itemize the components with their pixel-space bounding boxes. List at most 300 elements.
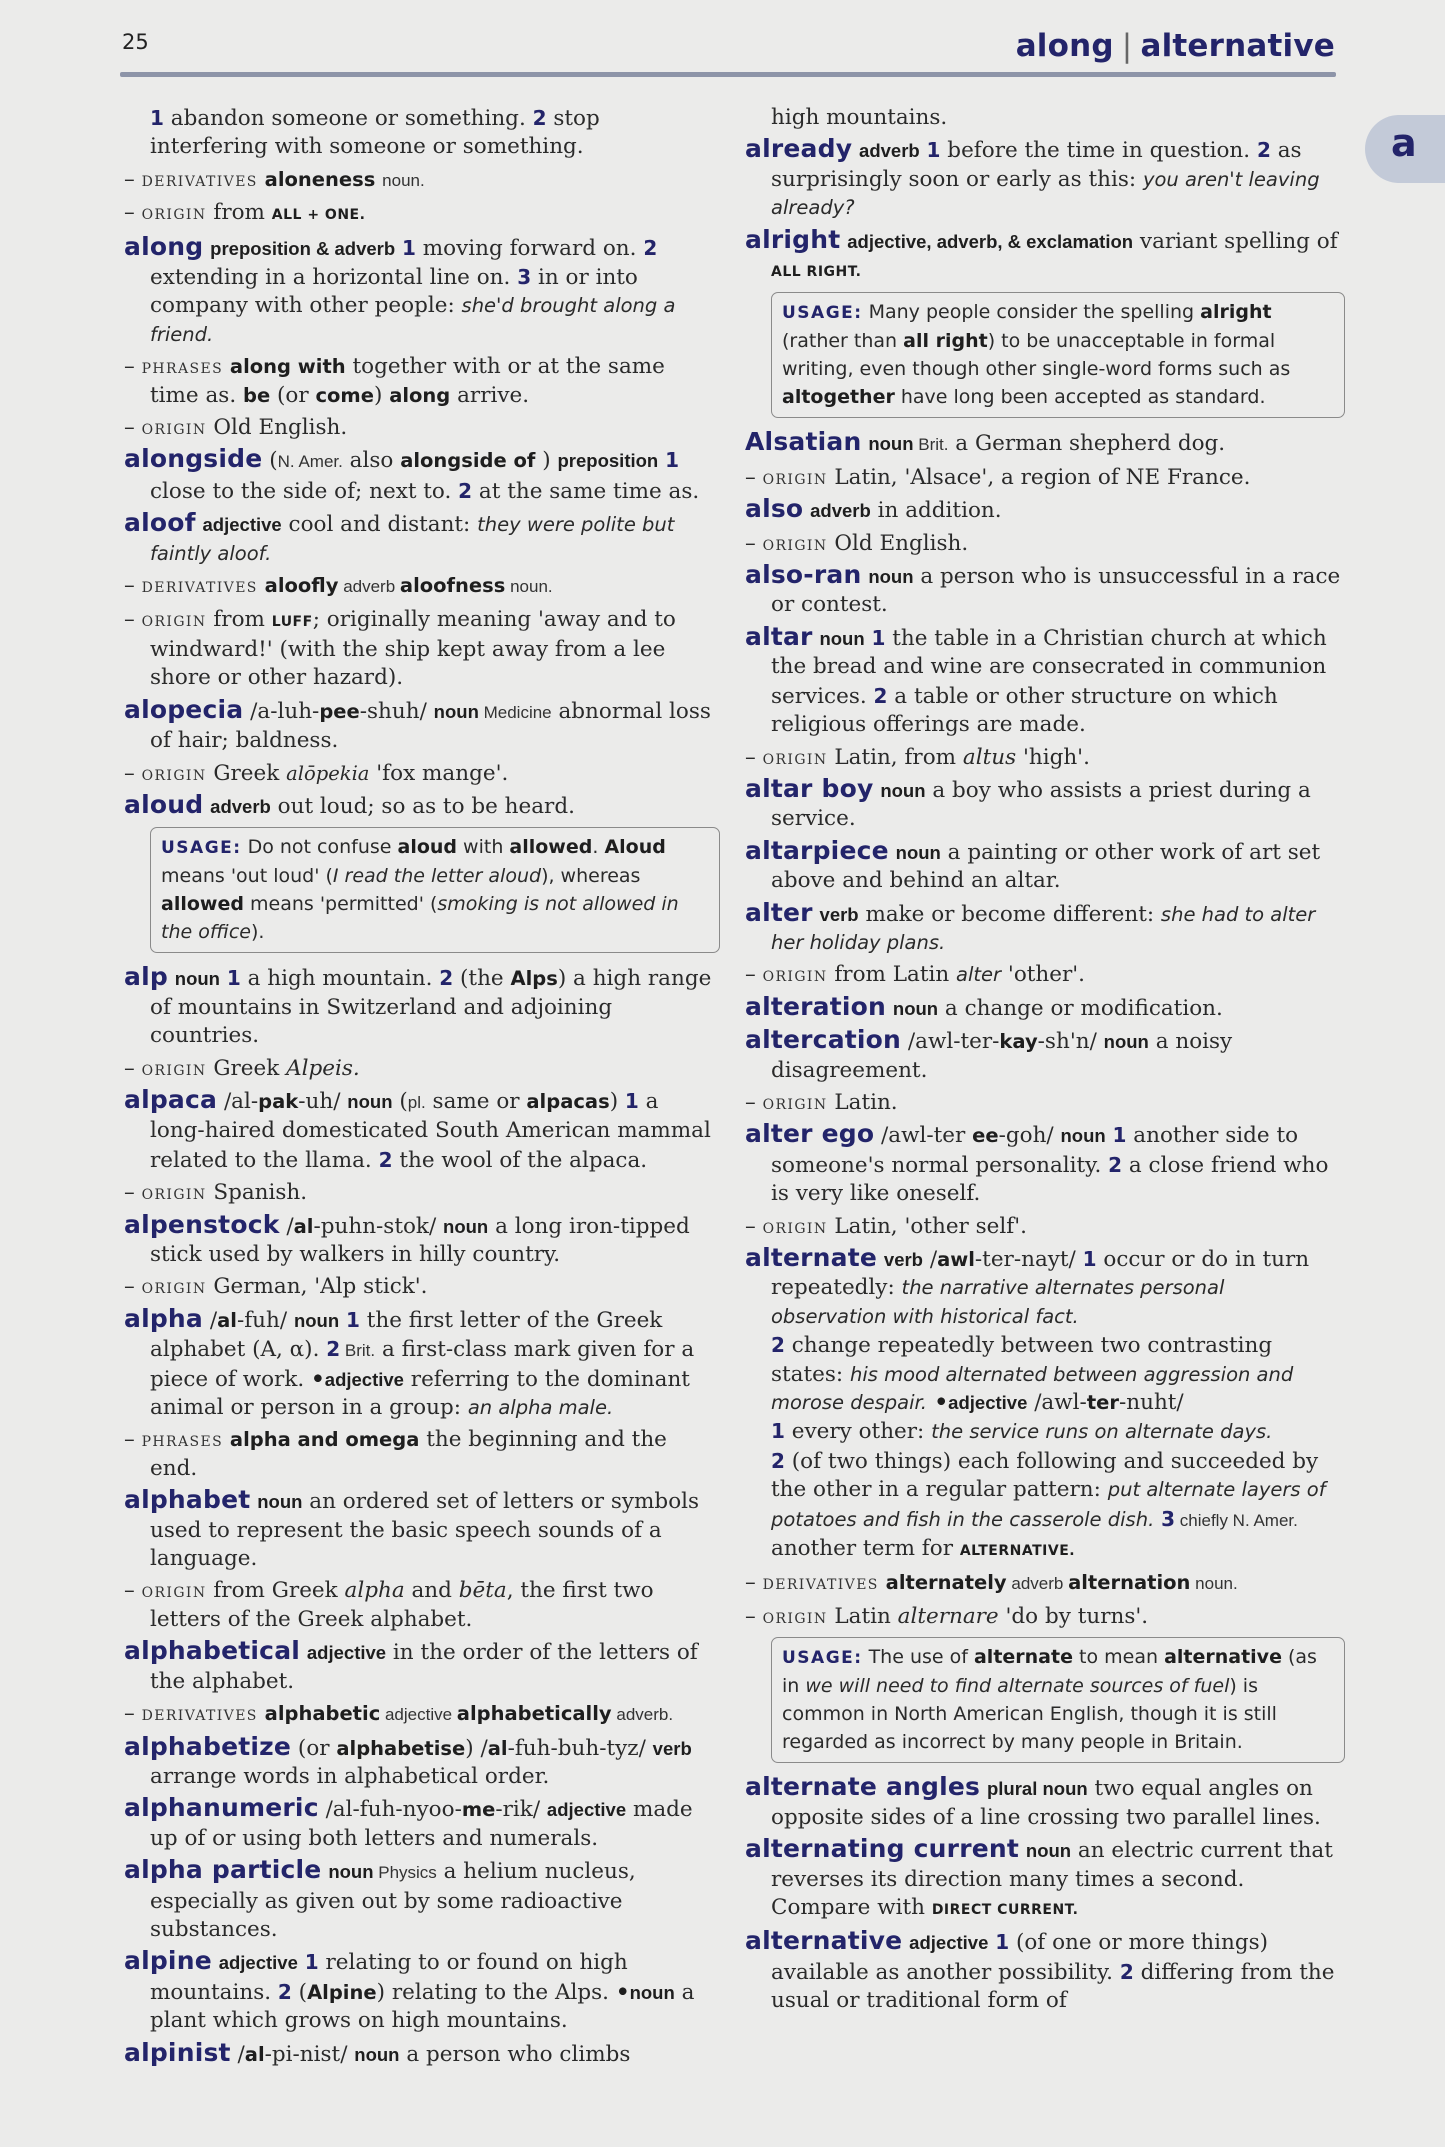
right-column: [745, 104, 1345, 2019]
origin-line: – origin German, 'Alp stick'.: [124, 1274, 428, 1300]
origin-line: – origin Latin alternare 'do by turns'.: [745, 1603, 1149, 1629]
usage-label: adverb: [1006, 1574, 1069, 1594]
definition-text: change repeatedly between two contrasting states:: [771, 1333, 1273, 1387]
headword: alternate angles: [745, 1772, 981, 1802]
usage-heading: USAGE:: [782, 303, 863, 324]
part-of-speech: adjective: [306, 1642, 387, 1664]
definition-text: /al-: [217, 1088, 259, 1114]
definition-text: occur or do in turn repeatedly:: [771, 1247, 1310, 1301]
definition-text: -shuh/: [359, 698, 434, 724]
part-of-speech: noun: [433, 700, 479, 722]
example-text: the narrative alternates personal observation with historical fact.: [771, 1276, 1225, 1328]
section-label: origin: [141, 1055, 207, 1080]
definition-text: ), whereas: [541, 865, 641, 888]
entry-alternate-angles: [745, 1773, 1345, 1832]
definition-text: moving forward on.: [415, 235, 644, 261]
definition-text: have long been accepted as standard.: [894, 386, 1266, 409]
usage-heading: USAGE:: [161, 838, 242, 859]
entry-aloud: [124, 791, 720, 821]
part-of-speech: adverb: [210, 795, 271, 817]
section-label: derivatives: [762, 1570, 879, 1595]
part-of-speech: noun: [354, 2043, 400, 2065]
definition-text: Latin, 'other self'.: [827, 1213, 1027, 1239]
sense-number: 2: [326, 1337, 341, 1362]
part-of-speech: noun: [1103, 1031, 1149, 1053]
definition-text: Old English.: [206, 415, 348, 441]
definition-text: Many people consider the spelling: [868, 301, 1201, 324]
sense-number: 2: [458, 478, 473, 503]
headword: altercation: [745, 1025, 902, 1055]
bold-term: kay: [999, 1030, 1038, 1054]
headword: alphabetical: [124, 1636, 301, 1666]
definition-text: variant spelling of: [1133, 228, 1338, 254]
bold-term: aloud: [397, 836, 458, 859]
section-label: origin: [762, 464, 828, 489]
sense-number: 2: [439, 966, 454, 991]
definition-text: a noisy disagreement.: [771, 1029, 1233, 1083]
bold-term: be: [242, 383, 271, 407]
example-text: she'd brought along a friend.: [150, 294, 676, 346]
example-text: we will need to find alternate sources of fuel: [805, 1675, 1230, 1698]
headword: alternating current: [745, 1834, 1020, 1864]
part-of-speech: noun: [892, 997, 939, 1019]
example-text: alōpekia: [286, 761, 370, 785]
definition-text: a boy who assists a priest during a service.: [771, 777, 1311, 832]
definition-text: 'fox mange'.: [369, 760, 509, 786]
part-of-speech: plural noun: [986, 1778, 1088, 1800]
sense-number: 1: [150, 106, 164, 130]
definition-text: and: [404, 1578, 459, 1604]
entry-alongside: [124, 445, 720, 506]
part-of-speech: adjective: [218, 1952, 298, 1974]
section-label: origin: [762, 744, 828, 769]
usage-heading: USAGE:: [782, 1648, 863, 1669]
usage-label: adverb: [338, 577, 400, 597]
sense-number: 1: [624, 1088, 639, 1113]
part-of-speech: noun: [880, 779, 926, 801]
bold-term: alpacas: [526, 1089, 610, 1113]
entry-alp: [124, 963, 720, 1050]
sense-bullet: •: [926, 1390, 949, 1416]
thumb-index-tab: [1365, 115, 1445, 183]
usage-label: noun.: [1190, 1574, 1238, 1594]
example-text: she had to alter her holiday plans.: [771, 902, 1316, 954]
entry-altar: [745, 623, 1345, 740]
definition-text: (of one or more things) available as another possibility.: [771, 1930, 1269, 1985]
derivatives-line: – derivatives aloneness noun.: [124, 166, 425, 192]
definition-text: -fuh-buh-tyz/: [507, 1735, 653, 1761]
definition-text: relating to or found on high mountains.: [150, 1950, 628, 2005]
entry-alter-ego: [745, 1120, 1345, 1208]
definition-text: stop interfering with someone or something.: [150, 106, 600, 160]
headword: aloud: [124, 789, 204, 819]
origin-line: – origin Latin, 'Alsace', a region of NE France.: [745, 464, 1251, 490]
headword: altarpiece: [745, 835, 889, 865]
headword: alphabet: [124, 1485, 251, 1515]
bold-term: alternate: [973, 1646, 1073, 1669]
definition-text: /: [922, 1247, 938, 1272]
definition-text: ) a high range of mountains in Switzerland and adjoining countries.: [150, 966, 712, 1049]
sense-bullet: •: [311, 1366, 325, 1392]
definition-text: (of two things) each following and succeeded by the other in a regular pattern:: [771, 1448, 1319, 1503]
definition-text: abnormal loss of hair; baldness.: [150, 698, 711, 754]
origin-line: – origin Latin, from altus 'high'.: [745, 744, 1090, 770]
definition-text: /: [279, 1213, 294, 1239]
usage-label: Brit.: [913, 435, 949, 455]
definition-text: -goh/: [998, 1123, 1061, 1149]
definition-text: cool and distant:: [281, 512, 478, 538]
definition-text: Old English.: [827, 530, 969, 556]
definition-text: to mean: [1072, 1646, 1165, 1669]
entry-alpinist: [124, 2039, 720, 2069]
part-of-speech: noun: [629, 1981, 675, 2003]
section-label: origin: [141, 606, 207, 631]
sense-number: 2: [643, 235, 658, 260]
entry-alpenstock: [124, 1211, 720, 1270]
bold-term: alphabetise: [336, 1736, 466, 1760]
sense-number: 1: [995, 1930, 1010, 1955]
section-label: derivatives: [141, 166, 258, 191]
definition-text: another term for: [771, 1536, 960, 1562]
origin-line: – origin Greek alōpekia 'fox mange'.: [124, 760, 509, 786]
sense-number: 1: [665, 448, 679, 473]
definition-text: the table in a Christian church at which the bread and wine are consecrated in communion services.: [771, 625, 1327, 709]
definition-text: a long iron-tipped stick used by walkers in hilly country.: [150, 1213, 690, 1267]
definition-text: 'high'.: [1016, 744, 1090, 770]
bold-term: alright: [1200, 301, 1272, 324]
sense-number: 2: [378, 1147, 393, 1172]
section-label: origin: [762, 530, 828, 555]
definition-text: /awl-ter-: [901, 1029, 1000, 1055]
entry-aloof: [124, 509, 720, 568]
definition-text: Do not confuse: [247, 836, 398, 859]
entry-altar-boy: [745, 775, 1345, 834]
definition-text: extending in a horizontal line on.: [150, 265, 518, 291]
example-text: his mood alternated between aggression and morose despair.: [771, 1362, 1294, 1415]
example-text: put alternate layers of potatoes and fish in the casserole dish.: [771, 1478, 1326, 1531]
headword: along: [124, 231, 204, 261]
headword: alpaca: [124, 1084, 218, 1114]
definition-text: Spanish.: [206, 1180, 308, 1206]
phrases-line: – phrases along with together with or at the same time as. be (or come) along arrive.: [124, 354, 665, 408]
definition-text: ): [465, 1735, 481, 1761]
section-label: origin: [141, 1180, 207, 1205]
definition-text: in addition.: [870, 498, 1002, 524]
sense-number: 3: [517, 265, 532, 290]
origin-line: – origin Spanish.: [124, 1180, 308, 1206]
bold-term: me: [461, 1798, 496, 1822]
definition-text: ) relating to the Alps.: [376, 1979, 616, 2005]
definition-text: -pi-nist/: [264, 2041, 355, 2067]
definition-text: -rik/: [495, 1797, 547, 1823]
bold-term: Aloud: [604, 836, 666, 859]
cross-reference: ALTERNATIVE.: [959, 1543, 1076, 1560]
bold-term: al: [487, 1736, 508, 1760]
definition-text: close to the side of; next to.: [150, 478, 459, 504]
definition-text: from: [206, 606, 272, 632]
section-label: origin: [762, 1089, 828, 1114]
definition-text: -fuh/: [236, 1307, 294, 1333]
usage-label: noun.: [382, 170, 425, 190]
definition-text: two equal angles on opposite sides of a line crossing two parallel lines.: [771, 1776, 1321, 1830]
definition-text: (: [262, 448, 278, 474]
origin-line: – origin Old English.: [124, 415, 348, 441]
guide-separator: |: [1121, 28, 1133, 64]
headword: alphabetize: [124, 1731, 292, 1761]
guide-word-last: alternative: [1140, 28, 1335, 64]
definition-text: from Latin: [827, 962, 957, 988]
usage-label: chiefly N. Amer.: [1175, 1510, 1298, 1530]
part-of-speech: noun: [328, 1861, 374, 1883]
bold-term: al: [293, 1214, 314, 1238]
definition-text: a helium nucleus, especially as given out by some radioactive substances.: [150, 1859, 636, 1942]
entry-also-ran: [745, 561, 1345, 620]
derivatives-line: – derivatives alternately adverb alternation noun.: [745, 1570, 1238, 1596]
cross-reference: ALL + ONE.: [271, 207, 366, 224]
origin-line: – origin Latin, 'other self'.: [745, 1213, 1027, 1239]
section-label: origin: [141, 415, 207, 440]
definition-text: Latin, 'Alsace', a region of NE France.: [827, 464, 1251, 490]
phrases-line: – phrases alpha and omega the beginning and the end.: [124, 1427, 667, 1481]
definition-text: /: [480, 1735, 488, 1761]
headword: aloof: [124, 508, 196, 538]
section-label: derivatives: [141, 1701, 258, 1726]
definition-text: , the first two letters of the Greek alphabet.: [150, 1578, 654, 1632]
entry-already: [745, 135, 1345, 222]
entry-alternative: [745, 1927, 1345, 2015]
definition-text: /: [230, 2041, 245, 2067]
definition-text: German, 'Alp stick'.: [206, 1274, 428, 1300]
usage-label: adverb.: [611, 1705, 674, 1725]
header-rule: [120, 72, 1336, 77]
entry-along: [124, 233, 720, 350]
entry-alopecia: [124, 696, 720, 756]
cross-reference: ALL RIGHT.: [771, 264, 862, 281]
sense-number: 1: [345, 1307, 360, 1332]
definition-text: -uh/: [298, 1088, 348, 1114]
page-number: 25: [122, 30, 149, 54]
example-text: smoking is not allowed in the office: [161, 893, 679, 944]
usage-label: Physics: [373, 1863, 437, 1883]
definition-text: arrange words in alphabetical order.: [150, 1763, 550, 1789]
definition-text: a table or other structure on which religious offerings are made.: [771, 683, 1278, 738]
definition-text: altus: [962, 744, 1017, 770]
definition-text: a person who is unsuccessful in a race or contest.: [771, 564, 1341, 618]
definition-text: Latin, from: [827, 744, 963, 770]
example-text: an alpha male.: [467, 1396, 614, 1420]
bold-term: alphabetically: [456, 1702, 612, 1726]
definition-text: in the order of the letters of the alphabet.: [150, 1640, 698, 1694]
entry-alright: [745, 226, 1345, 287]
part-of-speech: noun: [819, 627, 865, 649]
sense-number: 2: [532, 106, 547, 130]
definition-text: -sh'n/: [1037, 1029, 1104, 1055]
definition-text: /awl-ter: [874, 1123, 973, 1149]
part-of-speech: adjective: [324, 1368, 404, 1390]
part-of-speech: verb: [883, 1249, 923, 1270]
sense-bullet: •: [615, 1979, 630, 2005]
definition-text: (: [392, 1088, 408, 1114]
definition-text: /al-fuh-nyoo-: [318, 1797, 462, 1823]
bold-term: all right: [903, 330, 988, 353]
part-of-speech: noun: [1060, 1125, 1106, 1147]
sense-number: 2: [277, 1979, 292, 2004]
definition-text: a plant which grows on high mountains.: [150, 1979, 695, 2034]
section-label: derivatives: [141, 573, 258, 598]
headword: alright: [745, 224, 841, 254]
definition-text: a long-haired domesticated South American mammal related to the llama.: [150, 1088, 711, 1173]
bold-term: pee: [319, 699, 360, 723]
definition-text: a German shepherd dog.: [948, 431, 1226, 457]
entry-alpha: [124, 1305, 720, 1423]
definition-text: means 'out loud' (: [161, 865, 333, 888]
bold-term: alternation: [1068, 1571, 1191, 1595]
definition-text: (rather than: [782, 330, 904, 353]
definition-text: Greek: [206, 1055, 287, 1081]
headword: alpine: [124, 1946, 212, 1976]
section-label: origin: [141, 1578, 207, 1603]
definition-text: means 'permitted' (: [243, 893, 438, 916]
sense-number: 2: [1256, 138, 1271, 163]
bold-term: alternately: [885, 1571, 1007, 1595]
example-text: they were polite but faintly aloof.: [150, 513, 675, 565]
cross-reference: LUFF: [271, 613, 313, 630]
entry-alpaca: [124, 1086, 720, 1175]
headword: already: [745, 134, 853, 164]
example-text: the service runs on alternate days.: [931, 1420, 1273, 1444]
headword: alphanumeric: [124, 1793, 319, 1823]
sense-number: 2: [873, 683, 888, 708]
headword: alternate: [745, 1243, 878, 1272]
definition-text: from: [213, 200, 272, 226]
definition-text: /: [203, 1307, 218, 1333]
definition-text: alpha: [344, 1578, 405, 1604]
headword: alpinist: [124, 2037, 231, 2067]
origin-line: – origin Old English.: [745, 530, 969, 556]
entry-alpha-particle: [124, 1856, 720, 1944]
bold-term: alternative: [1164, 1646, 1282, 1669]
section-label: origin: [141, 760, 207, 785]
definition-text: ) is common in North American English, though it is still regarded as incorrect by many people in Britain.: [782, 1675, 1277, 1754]
headword: alpha: [124, 1303, 204, 1333]
definition-text: The use of: [868, 1646, 974, 1669]
entry-altarpiece: [745, 837, 1345, 896]
sense-number: 1: [402, 235, 416, 260]
definition-text: make or become different:: [858, 901, 1161, 927]
definition-text: a first-class mark given for a piece of work.: [150, 1337, 695, 1392]
bold-term: allowed: [509, 836, 593, 859]
definition-text: the wool of the alpaca.: [392, 1147, 648, 1173]
entry-alphabetize: [124, 1733, 720, 1792]
definition-text: Latin.: [827, 1089, 898, 1115]
derivatives-line: – derivatives alphabetic adjective alphabetically adverb.: [124, 1701, 674, 1727]
entry-alternating-current: [745, 1835, 1345, 1924]
entry-alphabet: [124, 1486, 720, 1573]
part-of-speech: noun: [868, 433, 914, 455]
headword: alter ego: [745, 1119, 875, 1149]
bold-term: Alps: [510, 967, 558, 991]
headword: alongside: [124, 444, 263, 474]
part-of-speech: noun: [1025, 1840, 1072, 1862]
headword: also-ran: [745, 560, 862, 590]
definition-text: a painting or other work of art set above and behind an altar.: [771, 839, 1321, 894]
definition-text: a person who climbs: [399, 2041, 631, 2067]
definition-text: Latin: [827, 1603, 898, 1629]
bold-term: alongside of: [400, 449, 536, 473]
bold-term: awl: [937, 1248, 975, 1271]
part-of-speech: adjective, adverb, & exclamation: [847, 230, 1134, 252]
guide-word-first: along: [1015, 28, 1114, 64]
part-of-speech: adjective: [546, 1799, 627, 1821]
definition-text: ).: [250, 921, 265, 944]
definition-text: as surprisingly soon or early as this:: [771, 138, 1302, 192]
part-of-speech: preposition & adverb: [210, 237, 396, 259]
definition-text: (: [291, 1979, 308, 2005]
headword: alteration: [745, 991, 887, 1021]
definition-text: ): [609, 1088, 625, 1114]
definition-text: another side to someone's normal personality.: [771, 1123, 1299, 1178]
sense-number: 2: [771, 1448, 785, 1473]
example-text: you aren't leaving already?: [771, 167, 1320, 220]
definition-text: bēta: [458, 1578, 507, 1604]
usage-label: Brit.: [340, 1341, 376, 1361]
definition-text: made up of or using both letters and numerals.: [150, 1797, 693, 1851]
part-of-speech: adjective: [909, 1932, 989, 1954]
part-of-speech: noun: [293, 1309, 340, 1331]
entry-also: [745, 495, 1345, 525]
example-text: I read the letter aloud: [332, 865, 542, 888]
headword: alpha particle: [124, 1855, 322, 1885]
definition-text: a close friend who is very like oneself.: [771, 1152, 1329, 1207]
part-of-speech: adverb: [859, 140, 920, 162]
part-of-speech: verb: [652, 1737, 692, 1759]
definition-text: /a-luh-: [243, 698, 320, 724]
definition-text: arrive.: [450, 382, 530, 408]
definition-text: Greek: [206, 760, 287, 786]
definition-text: referring to the dominant animal or person in a group:: [150, 1366, 690, 1421]
example-text: alter: [956, 963, 1002, 987]
section-label: origin: [762, 962, 828, 987]
headword: alter: [745, 897, 813, 927]
definition-text: alternare: [897, 1603, 999, 1629]
entry-continuation: [124, 104, 720, 162]
headword: altar boy: [745, 773, 874, 803]
headword: also: [745, 494, 804, 524]
usage-label: adjective: [380, 1705, 457, 1725]
bold-term: al: [217, 1308, 237, 1332]
entry-alphabetical: [124, 1637, 720, 1696]
usage-note-alright: [771, 292, 1345, 418]
definition-text: -puhn-stok/: [313, 1213, 444, 1239]
usage-label: N. Amer.: [277, 452, 343, 472]
origin-line: – origin from Latin alter 'other'.: [745, 962, 1085, 988]
sense-number: 1: [926, 138, 941, 163]
definition-text: /awl-: [1027, 1390, 1087, 1416]
sense-number: 1: [1082, 1247, 1097, 1271]
entry-continuation: high mountains.: [771, 105, 948, 130]
sense-number: 2: [1108, 1152, 1123, 1177]
sense-number: 1: [771, 1419, 785, 1444]
definition-text: -nuht/: [1118, 1390, 1184, 1416]
definition-text: at the same time as.: [472, 478, 700, 504]
usage-label: pl.: [407, 1092, 426, 1112]
section-label: origin: [141, 200, 207, 225]
part-of-speech: adverb: [810, 500, 871, 522]
part-of-speech: noun: [868, 566, 914, 588]
definition-text: Alpeis.: [286, 1055, 360, 1081]
definition-text: 'do by turns'.: [998, 1603, 1149, 1629]
part-of-speech: noun: [895, 841, 941, 863]
